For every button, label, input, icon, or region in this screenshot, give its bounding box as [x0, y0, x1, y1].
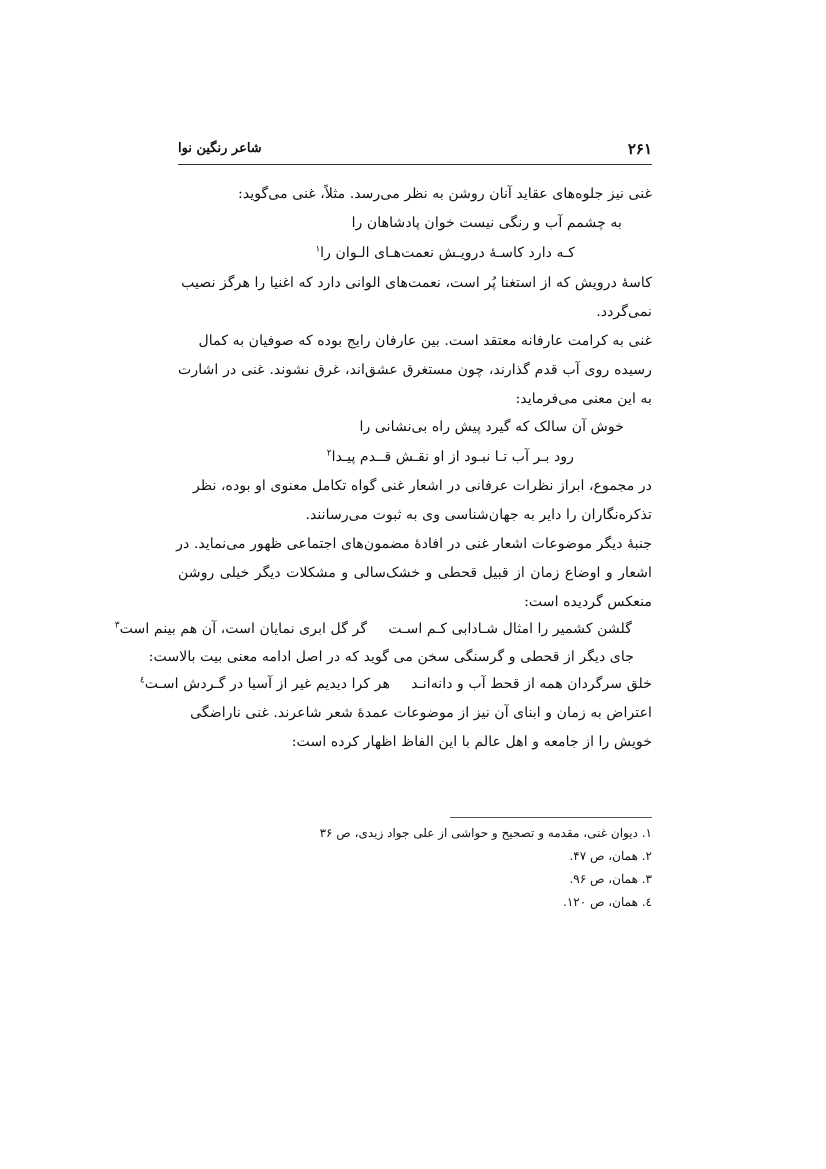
paragraph-line: غنی به کرامت عارفانه معتقد است. بین عارفان رایج بوده که صوفیان به کمال: [198, 333, 652, 349]
verse-line: به چشمم آب و رنگی نیست خوان پادشاهان را: [351, 215, 622, 231]
verse-line: رود بـر آب تـا نبـود از او نقـش قــدم پیـدا$^۲$: [326, 448, 574, 465]
verse-couplet: گلشن کشمیر را امثال شـادابی کـم اسـت گر گل ابری نمایان است، آن هم بینم است$^۳$: [114, 620, 632, 637]
paragraph-line: رسیده روی آب قدم گذارند، چون مستغرق عشق‌اند، غرق نشوند. غنی در اشارت: [178, 362, 652, 378]
paragraph-line: خویش را از جامعه و اهل عالم با این الفاظ اظهار کرده است:: [291, 734, 652, 750]
footnote-rule: [450, 817, 652, 818]
paragraph-line: غنی نیز جلوه‌های عقاید آنان روشن به نظر می‌رسد. مثلاً، غنی می‌گوید:: [238, 186, 652, 202]
footnote-ref: ۱: [315, 244, 321, 255]
page-header: [178, 140, 652, 162]
footnote: ۲. همان، ص ۴۷.: [569, 849, 652, 863]
paragraph-line: نمی‌گردد.: [596, 304, 652, 320]
footnote-ref: ٤: [139, 675, 145, 686]
paragraph-line: اشعار و اوضاع زمان از قبیل قحطی و خشک‌سالی و مشکلات دیگر خیلی روشن: [178, 565, 652, 581]
paragraph-line: تذکره‌نگاران را دایر به جهان‌شناسی وی به ثبوت می‌رسانند.: [305, 507, 652, 523]
verse-line: خوش آن سالک که گیرد پیش راه بی‌نشانی را: [359, 419, 624, 435]
paragraph-line: در مجموع، ابراز نظرات عرفانی در اشعار غنی گواه تکامل معنوی او بوده، نظر: [193, 478, 652, 494]
verse-couplet: خلق سرگردان همه از قحط آب و دانه‌انـد هر کرا دیدیم غیر از آسیا در گـردش اسـت$^٤$: [139, 675, 652, 692]
footnote-ref: ۳: [114, 620, 120, 631]
header-rule: [178, 164, 652, 165]
footnote: ۱. دیوان غنی، مقدمه و تصحیح و حواشی از علی جواد زیدی، ص ۳۶: [319, 826, 652, 840]
running-title: شاعر رنگین نوا: [178, 141, 262, 156]
paragraph-line: منعکس گردیده است:: [524, 594, 652, 610]
paragraph-line: کاسهٔ درویش که از استغنا پُر است، نعمت‌های الوانی دارد که اغنیا را هرگز نصیب: [181, 275, 652, 291]
footnote-ref: ۲: [326, 448, 332, 459]
footnote: ۳. همان، ص ۹۶.: [569, 872, 652, 886]
page-number: ۲۶۱: [627, 140, 652, 158]
paragraph-line: اعتراض به زمان و ابنای آن نیز از موضوعات عمدهٔ شعر شاعرند. غنی ناراضگی: [190, 705, 652, 721]
paragraph-line: جنبهٔ دیگر موضوعات اشعار غنی در افادهٔ مضمون‌های اجتماعی ظهور می‌نماید. در: [176, 536, 652, 552]
verse-line: کـه دارد کاسـهٔ درویـش نعمت‌هـای الـوان را$^۱$: [315, 244, 575, 261]
footnote: ٤. همان، ص ۱۲۰.: [563, 895, 652, 909]
paragraph-line: به این معنی می‌فرماید:: [515, 391, 652, 407]
paragraph-line: جای دیگر از قحطی و گرسنگی سخن می گوید که در اصل ادامه معنی بیت بالاست:: [148, 649, 634, 665]
